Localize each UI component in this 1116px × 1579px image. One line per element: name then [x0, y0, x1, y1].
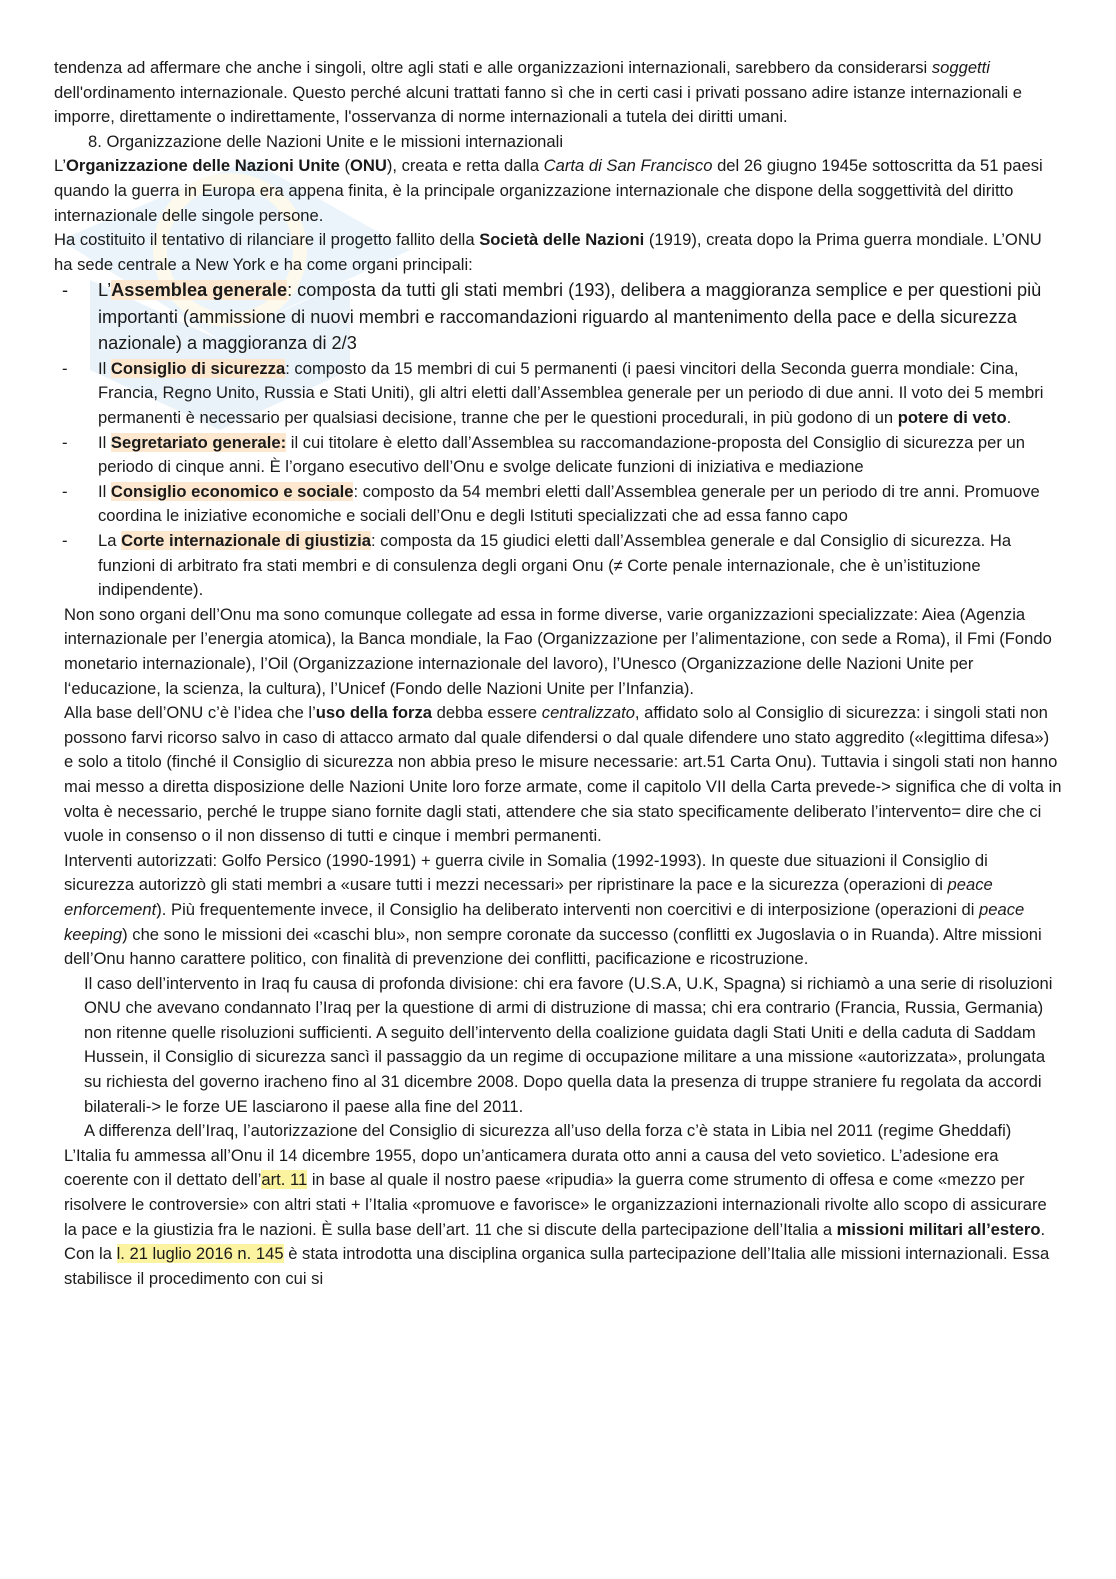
organi-list	[54, 277, 1062, 602]
document-page	[54, 56, 1062, 1291]
text-run: peace keeping	[64, 899, 1025, 944]
organo-consiglio-economico-sociale: - Il Consiglio economico e sociale: composto da 54 membri eletti dall’Assemblea generale per un periodo di tre anni. Promuove coordina le iniziative economiche e sociali dell’Onu e degli Istituti specializzati che ad essa fanno capo	[54, 480, 1062, 529]
organo-segretariato-generale: - Il Segretariato generale: il cui titolare è eletto dall’Assemblea su raccomandazione-proposta del Consiglio di sicurezza per un periodo di cinque anni. È l’organo esecutivo dell’Onu e svolge delicate funzioni di iniziativa e mediazione	[54, 431, 1062, 480]
text-run: Consiglio economico e sociale	[110, 481, 354, 501]
paragraph-interventi-autorizzati: Interventi autorizzati: Golfo Persico (1990-1991) + guerra civile in Somalia (1992-1993). In queste due situazioni il Consiglio di sicurezza autorizzò gli stati membri a «usare tutti i mezzi necessari» per ripristinare la pace e la sicurezza (operazioni di peace enforcement). Più frequentemente invece, il Consiglio ha deliberato interventi non coercitivi e di interposizione (operazioni di peace keeping) che sono le missioni dei «caschi blu», non sempre coronate da successo (conflitti ex Jugoslavia o in Ruanda). Altre missioni dell’Onu hanno carattere politico, con finalità di prevenzione dei conflitti, pacificazione e ricostruzione.	[64, 850, 1042, 969]
text-run: potere di veto	[897, 408, 1007, 428]
text-run: l. 21 luglio 2016 n. 145	[116, 1244, 284, 1264]
organo-corte-internazionale: - La Corte internazionale di giustizia: composta da 15 giudici eletti dall’Assemblea generale e dal Consiglio di sicurezza. Ha funzioni di arbitrato fra stati membri e di consulenza degli organi Onu (≠ Corte penale internazionale, che è un’istituzione indipendente).	[54, 529, 1062, 603]
text-run: art. 11	[261, 1170, 308, 1190]
text-run: Segretariato generale:	[110, 432, 287, 452]
paragraph-societa-nazioni: Ha costituito il tentativo di rilanciare il progetto fallito della Società delle Nazioni (1919), creata dopo la Prima guerra mondiale. L’ONU ha sede centrale a New York e ha come organi principali:	[54, 230, 1042, 274]
paragraph-libia: A differenza dell’Iraq, l’autorizzazione del Consiglio di sicurezza all’uso della forza c’è stata in Libia nel 2011 (regime Gheddafi)	[84, 1121, 1012, 1141]
text-run: uso della forza	[315, 703, 432, 723]
text-run: missioni militari all’estero	[836, 1219, 1041, 1239]
text-run: Consiglio di sicurezza	[110, 358, 286, 378]
paragraph-italia: L’Italia fu ammessa all’Onu il 14 dicembre 1955, dopo un’anticamera durata otto anni a causa del veto sovietico. L’adesione era coerente con il dettato dell’art. 11 in base al quale il nostro paese «ripudia» la guerra come strumento di offesa e come «mezzo per risolvere le controversie» con altri stati + l’Italia «promuove e favorisce» le organizzazioni internazionali rivolte allo scopo di assicurare la pace e la giustizia fra le nazioni. È sulla base dell’art. 11 che si discute della partecipazione dell’Italia a missioni militari all’estero. Con la l. 21 luglio 2016 n. 145 è stata introdotta una disciplina organica sulla partecipazione dell’Italia alle missioni internazionali. Essa stabilisce il procedimento con cui si	[64, 1145, 1050, 1288]
text-run: peace enforcement	[64, 875, 993, 919]
text-run: Corte internazionale di giustizia	[121, 531, 371, 550]
paragraph-onu: L’Organizzazione delle Nazioni Unite (ONU), creata e retta dalla Carta di San Francisco del 26 giugno 1945e sottoscritta da 51 paesi quando la guerra in Europa era appena finita, è la principale organizzazione internazionale che dispone della soggettività del diritto internazionale delle singole persone.	[54, 156, 1043, 225]
text-run: soggetti	[931, 58, 990, 77]
text-run: Assemblea generale	[111, 280, 288, 301]
section-heading: 8. Organizzazione delle Nazioni Unite e le missioni internazionali	[88, 131, 564, 151]
text-run: Società delle Nazioni	[479, 230, 645, 250]
organo-assemblea-generale: - L’Assemblea generale: composta da tutti gli stati membri (193), delibera a maggioranza semplice e per questioni più importanti (ammissione di nuovi membri e raccomandazioni riguardo al mantenimento della pace e della sicurezza nazionale) a maggioranza di 2/3	[54, 277, 1062, 357]
paragraph-iraq: Il caso dell’intervento in Iraq fu causa di profonda divisione: chi era favore (U.S.A, U.K, Spagna) si richiamò a una serie di risoluzioni ONU che avevano condannato l’Iraq per la questione di armi di distruzione di massa; chi era contrario (Francia, Russia, Germania) non ritenne quelle risoluzioni sufficienti. A seguito dell’intervento della coalizione guidata dagli Stati Uniti e della caduta di Saddam Hussein, il Consiglio di sicurezza sancì il passaggio da un regime di occupazione militare a una missione «autorizzata», prolungata su richiesta del governo iracheno fino al 31 dicembre 2008. Dopo quella data la presenza di truppe straniere fu regolata da accordi bilaterali-> le forze UE lasciarono il paese alla fine del 2011.	[84, 973, 1053, 1116]
text-run: ONU	[349, 156, 387, 176]
text-run: Organizzazione delle Nazioni Unite	[66, 156, 340, 176]
text-run: Carta di San Francisco	[543, 156, 713, 176]
paragraph-uso-forza: Alla base dell’ONU c’è l’idea che l’uso della forza debba essere centralizzato, affidato solo al Consiglio di sicurezza: i singoli stati non possono farvi ricorso salvo in caso di attacco armato dal quale difendersi o dal quale difendere uno stato aggredito («legittima difesa») e solo a titolo (finché il Consiglio di sicurezza non abbia preso le misure necessarie: art.51 Carta Onu). Tuttavia i singoli stati non hanno mai messo a diretta disposizione delle Nazioni Unite loro forze armate, come il capitolo VII della Carta prevede-> significa che di volta in volta è necessario, perché le truppe siano fornite dagli stati, attendere che sia stato specificamente deliberato l’intervento= dire che ci vuole in consenso o il non dissenso di tutti e cinque i membri permanenti.	[64, 703, 1062, 846]
text-run: centralizzato	[541, 703, 635, 723]
organo-consiglio-sicurezza: - Il Consiglio di sicurezza: composto da 15 membri di cui 5 permanenti (i paesi vincitori della Seconda guerra mondiale: Cina, Francia, Regno Unito, Russia e Stati Uniti), gli altri eletti dall’Assemblea generale per un periodo di due anni. Il voto dei 5 membri permanenti è necessario per qualsiasi decisione, tranne che per le questioni procedurali, in più godono di un potere di veto.	[54, 357, 1062, 431]
paragraph-intro: tendenza ad affermare che anche i singoli, oltre agli stati e alle organizzazioni internazionali, sarebbero da considerarsi soggetti dell'ordinamento internazionale. Questo perché alcuni trattati fanno sì che in certi casi i privati possano adire istanze internazionali e imporre, direttamente o indirettamente, l'osservanza di norme internazionali a tutela dei diritti umani.	[54, 58, 1022, 127]
paragraph-organizzazioni-specializzate: Non sono organi dell’Onu ma sono comunque collegate ad essa in forme diverse, varie organizzazioni specializzate: Aiea (Agenzia internazionale per l’energia atomica), la Banca mondiale, la Fao (Organizzazione per l’alimentazione, con sede a Roma), il Fmi (Fondo monetario internazionale), l’Oil (Organizzazione internazionale del lavoro), l’Unesco (Organizzazione delle Nazioni Unite per l‘educazione, la scienza, la cultura), l’Unicef (Fondo delle Nazioni Unite per l’Infanzia).	[64, 604, 1052, 698]
